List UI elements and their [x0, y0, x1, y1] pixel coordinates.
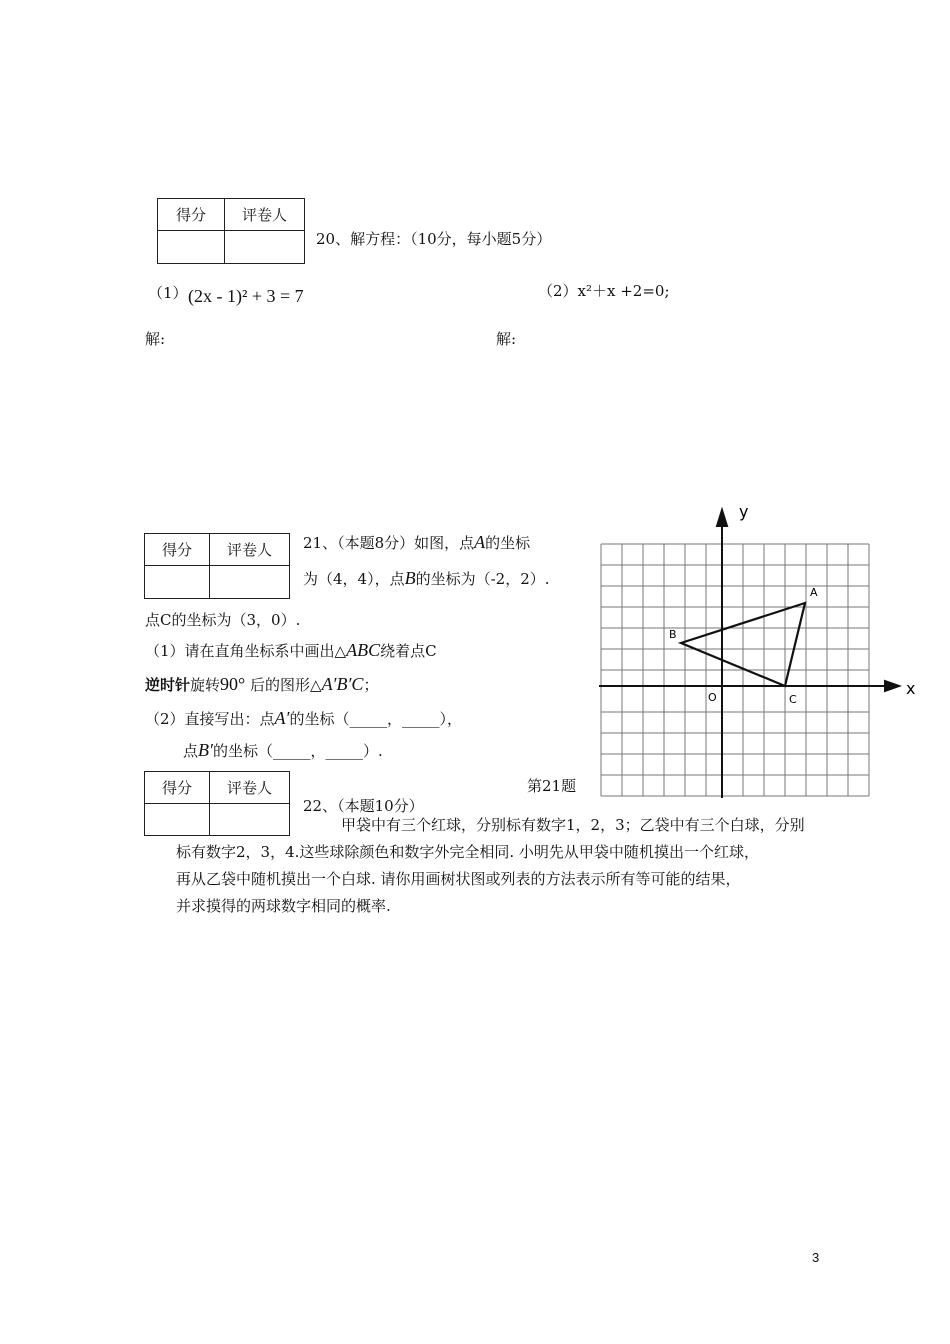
score-header: 得分: [145, 772, 210, 804]
q21-line7-end: 的坐标（_____，_____）.: [212, 742, 383, 760]
q21-line4-text: （1）请在直角坐标系中画出△: [145, 642, 347, 660]
q22-body-line4: 并求摸得的两球数字相同的概率.: [176, 897, 391, 915]
q21-line6: [145, 708, 462, 729]
q21-line3: 点C的坐标为（3，0）.: [145, 611, 301, 629]
page-number: 3: [812, 1250, 820, 1265]
x-axis-arrow: [885, 681, 899, 691]
q20-part1-label: （1）: [148, 284, 188, 302]
origin-label: O: [708, 691, 717, 704]
q21-line2-end: 的坐标为（-2，2）.: [415, 570, 550, 588]
q20-part1-equation: (2x - 1)² + 3 = 7: [188, 286, 304, 306]
q21-line7-text: 点: [183, 742, 199, 760]
q20-solution-label-2: 解:: [496, 330, 517, 348]
q22-body-line1: 甲袋中有三个红球，分别标有数字1，2，3；乙袋中有三个白球，分别: [341, 816, 805, 834]
q21-line4: [145, 640, 437, 661]
point-a-prime: A′: [274, 708, 290, 728]
score-table-q20: [157, 198, 305, 264]
angle-90: 90°: [220, 674, 246, 694]
axes: [599, 510, 899, 798]
figure-caption: 第21题: [527, 777, 577, 795]
point-a-label: A: [474, 532, 486, 552]
q22-body-line3: 再从乙袋中随机摸出一个白球. 请你用画树状图或列表的方法表示所有等可能的结果，: [176, 870, 741, 888]
coordinate-grid: [595, 500, 925, 800]
score-cell[interactable]: [158, 231, 225, 264]
q21-line6-text: （2）直接写出：点: [145, 710, 275, 728]
q22-body: [176, 812, 836, 920]
grader-header: 评卷人: [225, 199, 305, 231]
vertex-b-label: B: [669, 628, 677, 641]
q21-line1: [303, 532, 530, 553]
q21-line5-text: 后的图形△: [250, 676, 322, 694]
q22-title: 22、（本题10分）: [303, 797, 424, 815]
grader-header: 评卷人: [210, 772, 290, 804]
q22-body-line2: 标有数字2，3，4.这些球除颜色和数字外完全相同. 小明先从甲袋中随机摸出一个红球，: [176, 843, 759, 861]
q21-line1-text: 21、（本题8分）如图，点: [303, 534, 475, 552]
y-axis-label: y: [739, 502, 749, 521]
q20-solution-label-1: 解:: [145, 330, 166, 348]
q21-line5-rotate: 旋转: [190, 676, 221, 694]
point-b-label: B: [404, 568, 416, 588]
q20-title: 20、解方程：（10分，每小题5分）: [316, 230, 552, 248]
q21-line1-end: 的坐标: [485, 534, 531, 552]
score-table-q21: [144, 533, 290, 599]
vertex-a-label: A: [810, 586, 818, 599]
q21-line5-end: ；: [363, 676, 379, 694]
triangle-abc-prime: A′B′C: [321, 674, 364, 694]
q21-line2: [303, 568, 550, 589]
vertex-c-label: C: [789, 693, 797, 706]
score-header: 得分: [158, 199, 225, 231]
q21-line4-end: 绕着点C: [380, 642, 437, 660]
coordinate-figure: [595, 500, 925, 800]
q20-part2: （2）x²＋x +2=0;: [538, 282, 670, 300]
score-cell[interactable]: [145, 566, 210, 599]
q21-line7: [183, 740, 383, 761]
point-b-prime: B′: [198, 740, 213, 760]
q21-line5: [145, 674, 378, 695]
grader-cell[interactable]: [210, 566, 290, 599]
x-axis-label: x: [906, 679, 916, 698]
y-axis-arrow: [717, 510, 727, 526]
grader-header: 评卷人: [210, 534, 290, 566]
grader-cell[interactable]: [225, 231, 305, 264]
score-header: 得分: [145, 534, 210, 566]
grid-lines: [601, 544, 869, 796]
q21-line6-end: 的坐标（_____，_____），: [289, 710, 462, 728]
triangle-abc: ABC: [346, 640, 381, 660]
counterclockwise-bold: 逆时针: [145, 676, 191, 694]
q21-line2-text: 为（4，4），点: [303, 570, 405, 588]
